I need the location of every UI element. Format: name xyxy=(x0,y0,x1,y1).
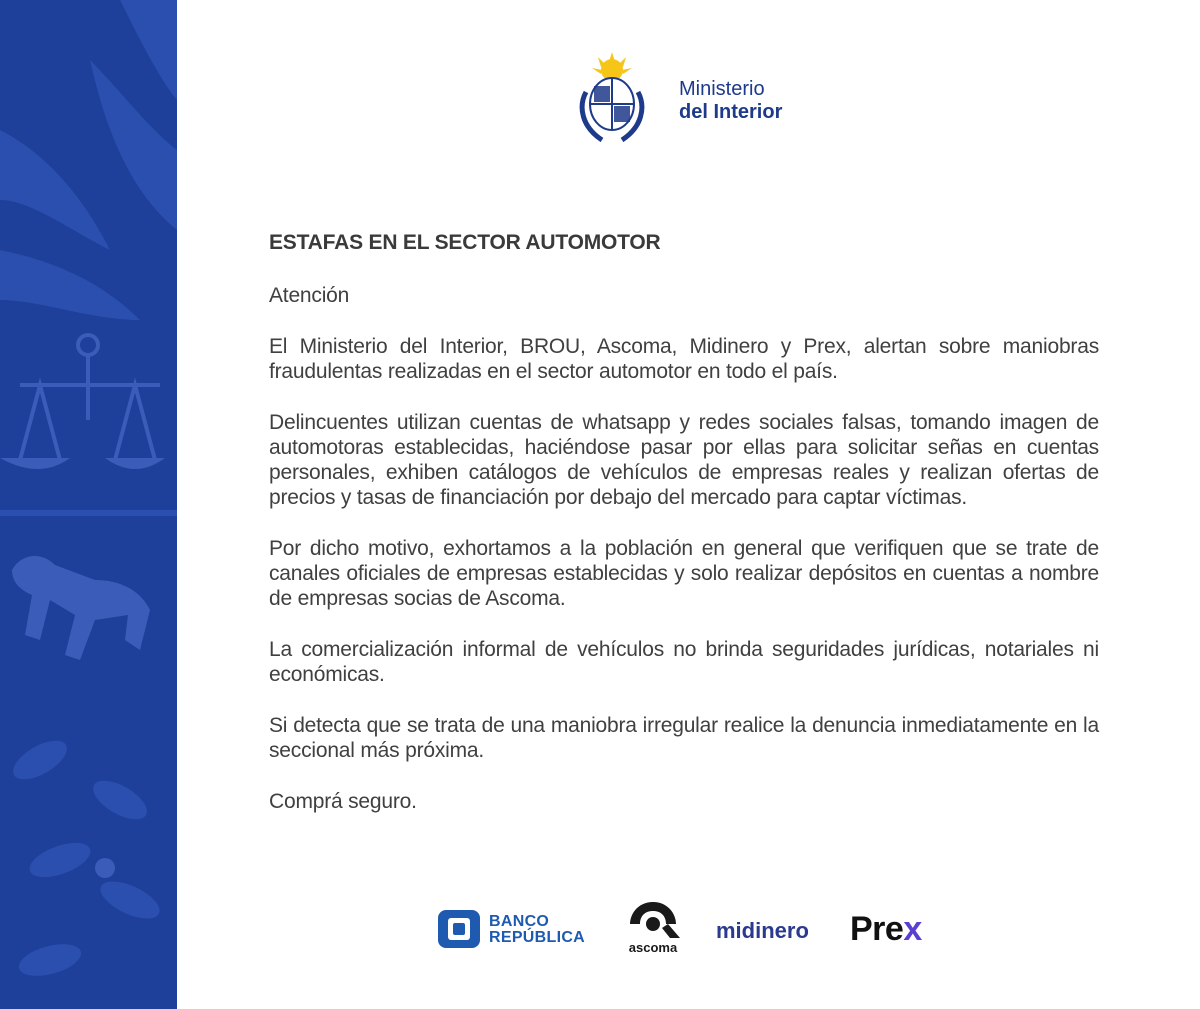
ascoma-logo xyxy=(618,898,688,958)
ascoma-emblem-icon xyxy=(618,898,688,940)
paragraph-method: Delincuentes utilizan cuentas de whatsapp y redes sociales falsas, tomando imagen de automotoras establecidas, haciéndose pasar por ellas para solicitar señas en cuentas personales, exhiben catálogos de vehículos de empresas reales y realizan ofertas de precios y tasas de financiación por debajo del mercado para captar víctimas. xyxy=(269,411,1099,509)
partner-logos xyxy=(436,898,956,968)
paragraph-report: Si detecta que se trata de una maniobra irregular realice la denuncia inmediatamente en la seccional más próxima. xyxy=(269,714,1099,762)
brou-line1: BANCO xyxy=(489,913,550,930)
ministry-name xyxy=(679,78,782,124)
decorative-sidebar xyxy=(0,0,177,1009)
document-body xyxy=(269,230,1099,814)
brou-emblem-icon xyxy=(436,908,482,950)
prex-logo xyxy=(850,910,922,949)
midinero-logo: midinero xyxy=(716,918,809,943)
paragraph-closing: Comprá seguro. xyxy=(269,790,417,813)
paragraph-recommendation: Por dicho motivo, exhortamos a la población en general que verifiquen que se trate de canales oficiales de empresas establecidas y solo realizar depósitos en cuentas a nombre de empresas socias de Ascoma. xyxy=(269,537,1099,610)
prex-x-mark: x xyxy=(903,910,922,948)
prex-name: Pre xyxy=(850,910,904,948)
ascoma-name: ascoma xyxy=(628,940,678,955)
paragraph-greeting: Atención xyxy=(269,284,350,307)
coat-of-arms-pattern-icon xyxy=(0,0,177,1009)
document-title: ESTAFAS EN EL SECTOR AUTOMOTOR xyxy=(269,231,661,254)
brou-name xyxy=(489,914,585,946)
brou-logo xyxy=(436,908,596,952)
uruguay-coat-of-arms-icon xyxy=(572,52,652,147)
ministry-logo xyxy=(572,52,812,152)
paragraph-alert: El Ministerio del Interior, BROU, Ascoma, Midinero y Prex, alertan sobre maniobras fraudulentas realizadas en el sector automotor en todo el país. xyxy=(269,335,1099,383)
ministry-name-line1: Ministerio xyxy=(679,78,765,100)
paragraph-warning: La comercialización informal de vehículos no brinda seguridades jurídicas, notariales ni económicas. xyxy=(269,638,1099,686)
ministry-name-line2: del Interior xyxy=(679,101,783,123)
brou-line2: REPÚBLICA xyxy=(489,929,586,946)
